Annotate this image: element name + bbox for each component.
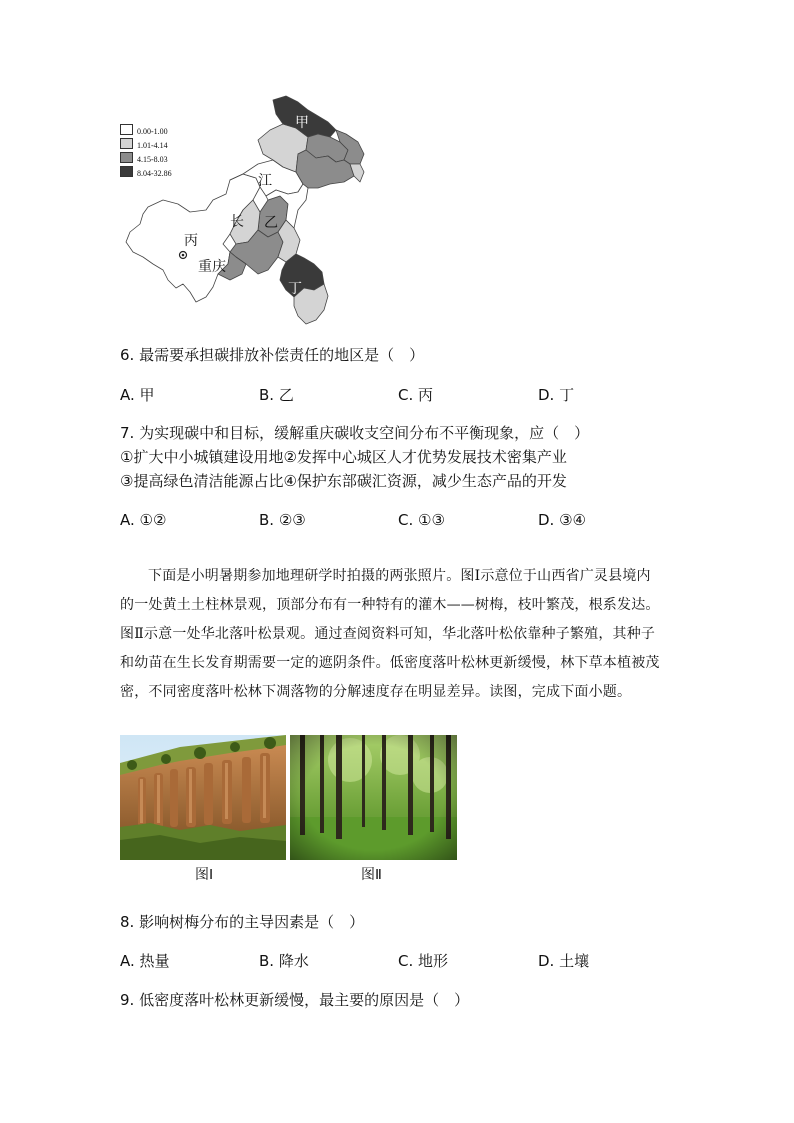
legend-item: 4.15-8.03 xyxy=(120,152,168,166)
question-6-stem: 6. 最需要承担碳排放补偿责任的地区是（ ） xyxy=(120,346,425,364)
photo-caption-2: 图Ⅱ xyxy=(361,868,382,883)
q7-option-c[interactable]: C. ①③ xyxy=(398,511,445,529)
q8-option-b[interactable]: B. 降水 xyxy=(259,952,309,970)
q8-option-c[interactable]: C. 地形 xyxy=(398,952,449,970)
legend-item: 8.04-32.86 xyxy=(120,166,172,180)
q7-option-d[interactable]: D. ③④ xyxy=(538,511,586,529)
map-label-yi: 乙 xyxy=(264,215,278,231)
reading-passage: 下面是小明暑期参加地理研学时拍摄的两张照片。图Ⅰ示意位于山西省广灵县境内的一处黄土土柱林景观，顶部分布有一种特有的灌木——树梅，枝叶繁茂，根系发达。图Ⅱ示意一处华北落叶松景观。通过查阅资料可知，华北落叶松依靠种子繁殖，其种子和幼苗在生长发育期需要一定的遮阴条件。低密度落叶松林更新缓慢，林下草本植被茂密，不同密度落叶松林下凋落物的分解速度存在明显差异。读图，完成下面小题。 xyxy=(120,568,660,700)
question-7-statements-1: ①扩大中小城镇建设用地②发挥中心城区人才优势发展技术密集产业 xyxy=(120,448,567,466)
question-8-stem: 8. 影响树梅分布的主导因素是（ ） xyxy=(120,913,365,931)
legend-item: 0.00-1.00 xyxy=(120,124,168,138)
map-label-jia: 甲 xyxy=(295,115,309,131)
photo-larch-forest xyxy=(290,735,457,860)
map-figure xyxy=(118,92,368,332)
photo-loess-pillars xyxy=(120,735,286,860)
map-label-ding: 丁 xyxy=(288,281,302,297)
map-label-bing: 丙 xyxy=(184,233,198,249)
question-7-stem: 7. 为实现碳中和目标，缓解重庆碳收支空间分布不平衡现象，应（ ） xyxy=(120,424,590,442)
map-label-chang: 长 xyxy=(230,214,244,230)
legend-swatch xyxy=(120,152,133,163)
q6-option-b[interactable]: B. 乙 xyxy=(259,386,294,404)
legend-swatch xyxy=(120,124,133,135)
map-legend xyxy=(120,124,200,184)
q7-option-b[interactable]: B. ②③ xyxy=(259,511,306,529)
legend-item: 1.01-4.14 xyxy=(120,138,168,152)
map-label-jiang: 江 xyxy=(258,173,272,189)
q6-option-a[interactable]: A. 甲 xyxy=(120,386,155,404)
q6-option-d[interactable]: D. 丁 xyxy=(538,386,575,404)
q8-option-a[interactable]: A. 热量 xyxy=(120,952,170,970)
map-label-chongqing: 重庆 xyxy=(198,259,226,275)
question-7-statements-2: ③提高绿色清洁能源占比④保护东部碳汇资源，减少生态产品的开发 xyxy=(120,472,567,490)
q6-option-c[interactable]: C. 丙 xyxy=(398,386,434,404)
q7-option-a[interactable]: A. ①② xyxy=(120,511,167,529)
question-9-stem: 9. 低密度落叶松林更新缓慢，最主要的原因是（ ） xyxy=(120,991,470,1009)
photo-caption-1: 图Ⅰ xyxy=(195,868,214,883)
legend-swatch xyxy=(120,138,133,149)
legend-swatch xyxy=(120,166,133,177)
q8-option-d[interactable]: D. 土壤 xyxy=(538,952,590,970)
